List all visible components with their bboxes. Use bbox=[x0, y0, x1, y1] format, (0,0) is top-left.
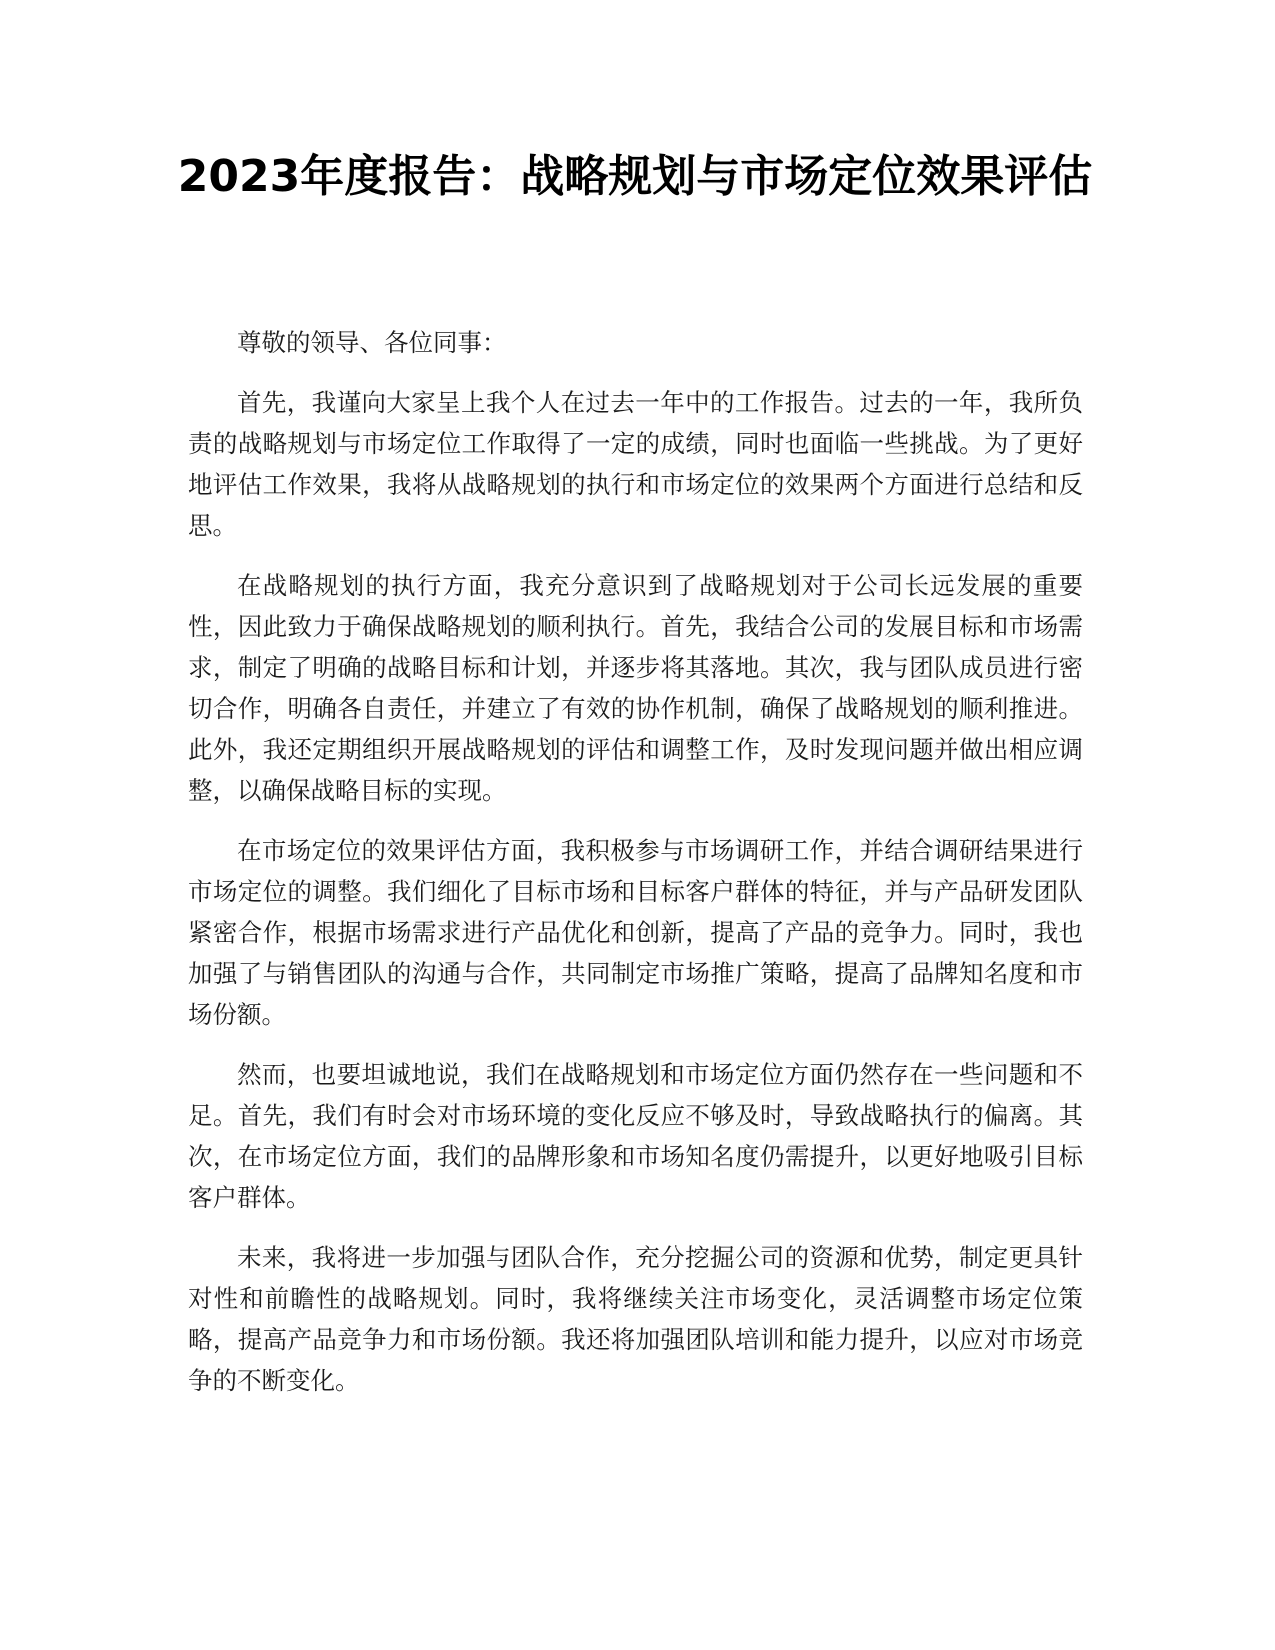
body-paragraph: 在市场定位的效果评估方面，我积极参与市场调研工作，并结合调研结果进行市场定位的调整。我们细化了目标市场和目标客户群体的特征，并与产品研发团队紧密合作，根据市场需求进行产品优化和创新，提高了产品的竞争力。同时，我也加强了与销售团队的沟通与合作，共同制定市场推广策略，提高了品牌知名度和市场份额。 bbox=[188, 836, 1083, 1029]
body-paragraph: 然而，也要坦诚地说，我们在战略规划和市场定位方面仍然存在一些问题和不足。首先，我们有时会对市场环境的变化反应不够及时，导致战略执行的偏离。其次，在市场定位方面，我们的品牌形象和市场知名度仍需提升，以更好地吸引目标客户群体。 bbox=[188, 1060, 1083, 1212]
body-paragraph: 未来，我将进一步加强与团队合作，充分挖掘公司的资源和优势，制定更具针对性和前瞻性的战略规划。同时，我将继续关注市场变化，灵活调整市场定位策略，提高产品竞争力和市场份额。我还将加强团队培训和能力提升，以应对市场竞争的不断变化。 bbox=[188, 1243, 1083, 1395]
document-title: 2023年度报告：战略规划与市场定位效果评估 bbox=[177, 151, 1093, 202]
salutation-paragraph: 尊敬的领导、各位同事： bbox=[237, 328, 507, 357]
body-paragraph: 在战略规划的执行方面，我充分意识到了战略规划对于公司长远发展的重要性，因此致力于确保战略规划的顺利执行。首先，我结合公司的发展目标和市场需求，制定了明确的战略目标和计划，并逐步将其落地。其次，我与团队成员进行密切合作，明确各自责任，并建立了有效的协作机制，确保了战略规划的顺利推进。此外，我还定期组织开展战略规划的评估和调整工作，及时发现问题并做出相应调整，以确保战略目标的实现。 bbox=[188, 571, 1083, 805]
body-paragraph: 首先，我谨向大家呈上我个人在过去一年中的工作报告。过去的一年，我所负责的战略规划与市场定位工作取得了一定的成绩，同时也面临一些挑战。为了更好地评估工作效果，我将从战略规划的执行和市场定位的效果两个方面进行总结和反思。 bbox=[188, 388, 1083, 540]
document-body bbox=[188, 322, 1083, 1420]
